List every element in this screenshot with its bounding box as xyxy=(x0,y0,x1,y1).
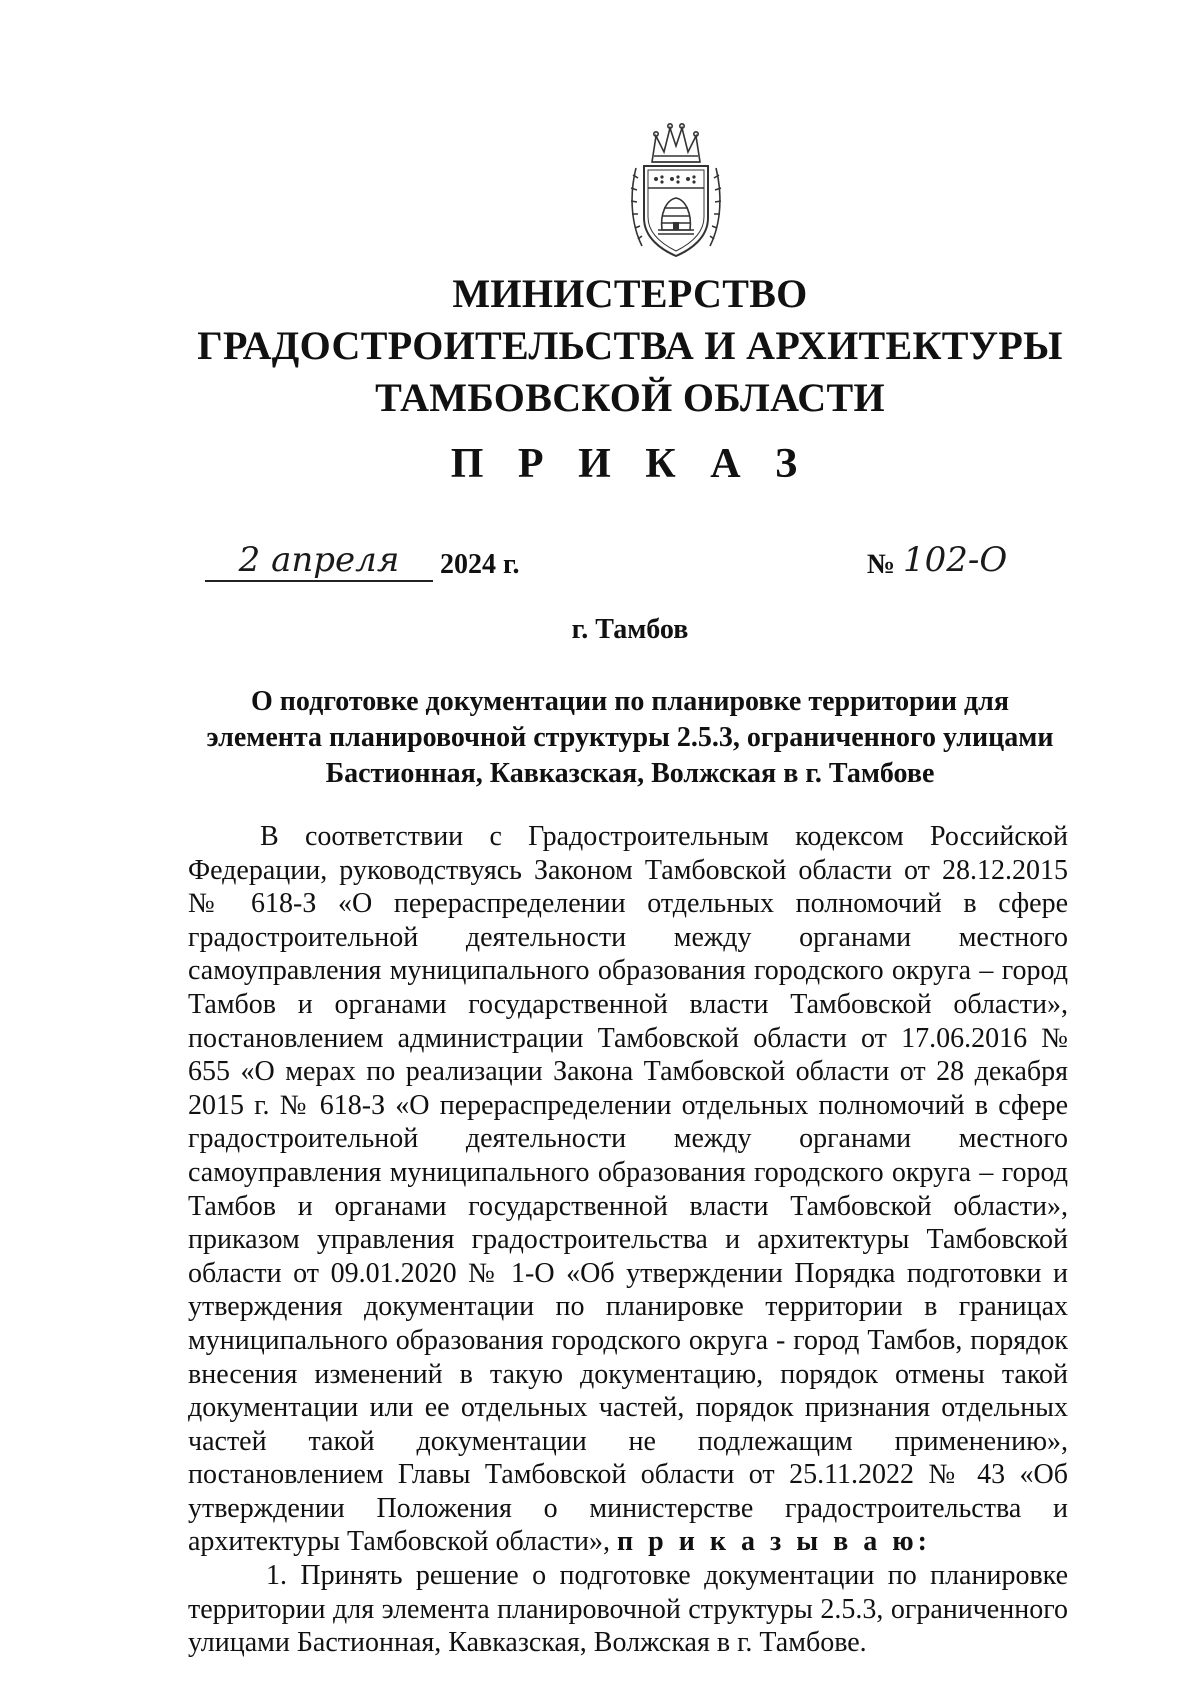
item-1-paragraph: 1. Принять решение о подготовке документации по планировке территории для элемента планировочной структуры 2.5.3, ограниченного улицами Бастионная, Кавказская, Волжская в г. Тамбове. xyxy=(188,1560,1068,1659)
preamble-text: В соответствии с Градостроительным кодексом Российской Федерации, руководствуясь Законом Тамбовской области от 28.12.2015 № 618-З «О перераспределении отдельных полномочий в сфере градостроительной деятельности между органами местного самоуправления муниципального образования городского округа – город Тамбов и органами государственной власти Тамбовской области», постановлением администрации Тамбовской области от 17.06.2016 № 655 «О мерах по реализации Закона Тамбовской области от 28 декабря 2015 г. № 618-З «О перераспределении отдельных полномочий в сфере градостроительной деятельности между органами местного самоуправления муниципального образования городского округа – город Тамбов и органами государственной власти Тамбовской области», приказом управления градостроительства и архитектуры Тамбовской области от 09.01.2020 № 1-О «Об утверждении Порядка подготовки и утверждения документации по планировке территории в границах муниципального образования городского округа - город Тамбов, порядок внесения изменений в такую документацию, порядок отмены такой документации или ее отдельных частей, порядок признания отдельных частей такой документации не подлежащим применению», постановлением Главы Тамбовской области от 25.11.2022 № 43 «Об утверждении Положения о министерстве градостроительства и архитектуры Тамбовской области», xyxy=(188,821,1068,1558)
decree-word: п р и к а з ы в а ю: xyxy=(617,1526,931,1558)
ministry-name-line-3: ТАМБОВСКОЙ ОБЛАСТИ xyxy=(375,375,885,420)
preamble-paragraph xyxy=(188,820,1068,1559)
date-year: 2024 г. xyxy=(440,549,520,580)
document-body xyxy=(188,820,1068,1660)
handwritten-document-number: 102-О xyxy=(903,540,1008,580)
document-title: О подготовке документации по планировке территории для элемента планировочной структуры 2.5.3, ограниченного улицами Бастионная, Кавказская, Волжская в г. Тамбове xyxy=(206,686,1054,789)
document-type-heading: П Р И К А З xyxy=(450,441,810,487)
ministry-name-line-2: ГРАДОСТРОИТЕЛЬСТВА И АРХИТЕКТУРЫ xyxy=(197,323,1063,368)
document-number-label: № xyxy=(866,549,895,580)
handwritten-date: 2 апреля xyxy=(205,540,433,582)
city-line: г. Тамбов xyxy=(571,614,689,645)
ministry-name-line-1: МИНИСТЕРСТВО xyxy=(452,271,808,316)
date-number-row xyxy=(205,540,1025,590)
tambov-coat-of-arms-icon xyxy=(628,122,724,262)
